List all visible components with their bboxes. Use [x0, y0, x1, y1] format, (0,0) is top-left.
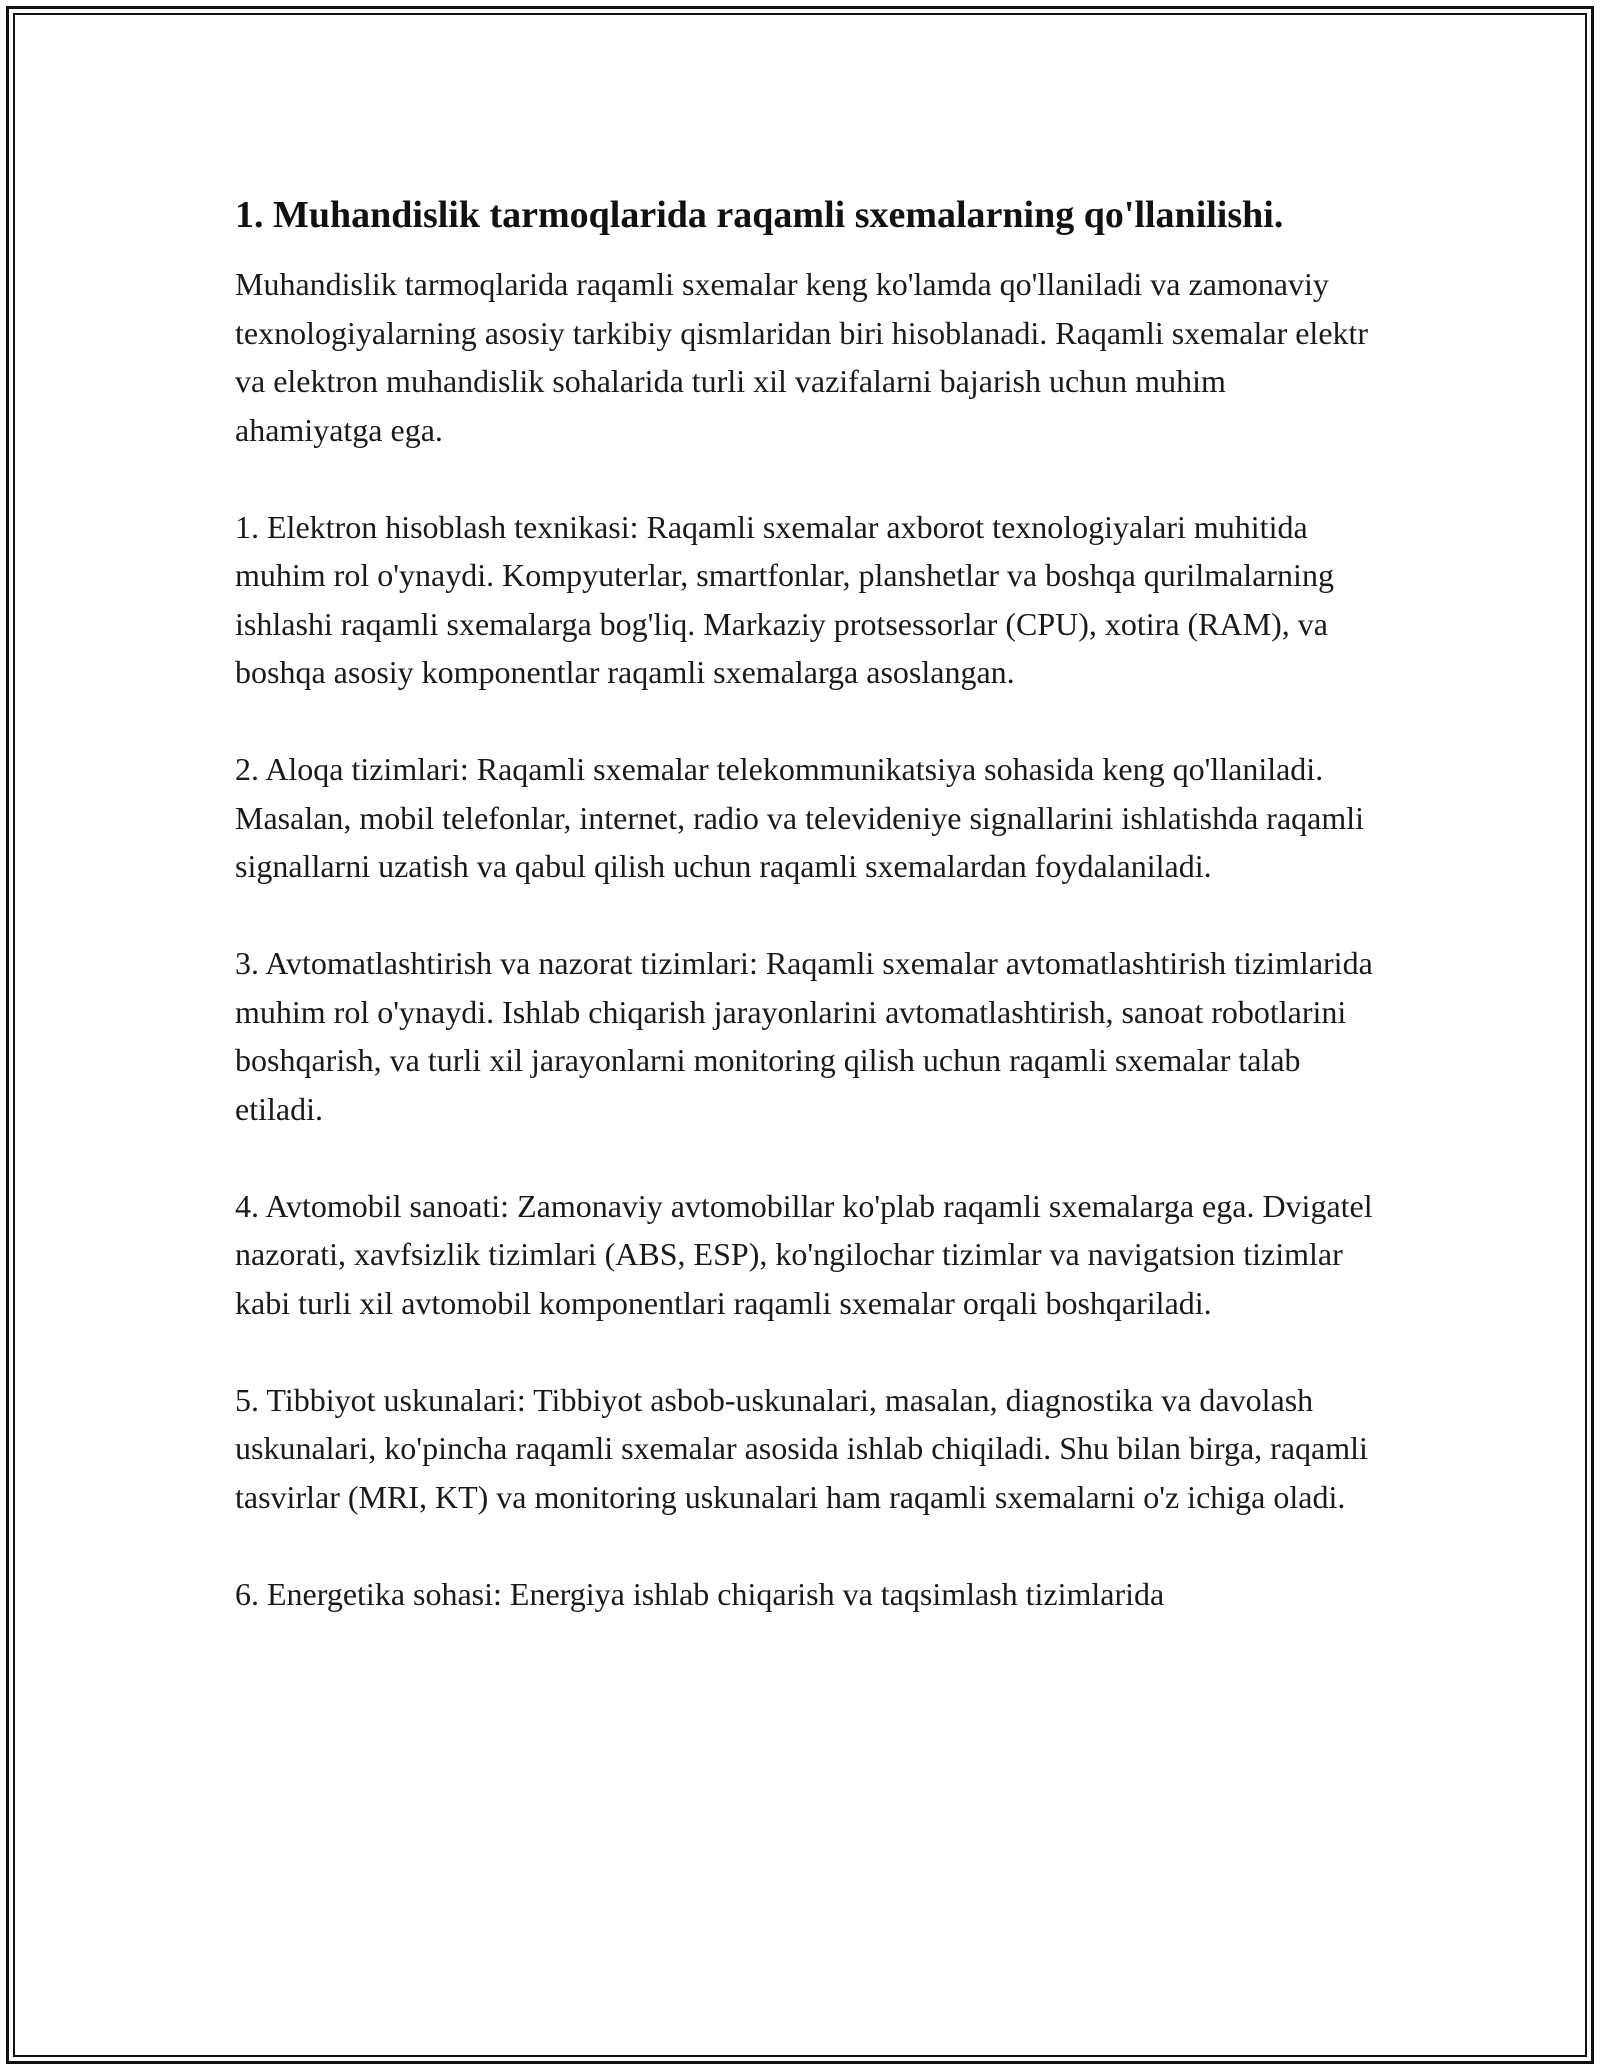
document-title: 1. Muhandislik tarmoqlarida raqamli sxemalarning qo'llanilishi.: [235, 194, 1284, 236]
paragraph-electronic-computing: 1. Elektron hisoblash texnikasi: Raqamli sxemalar axborot texnologiyalari muhitida muhim rol o'ynaydi. Kompyuterlar, smartfonlar, planshetlar va boshqa qurilmalarning ishlashi raqamli sxemalarga bog'liq. Markaziy protsessorlar (CPU), xotira (RAM), va boshqa asosiy komponentlar raqamli sxemalarga asoslangan.: [235, 508, 1334, 690]
paragraph-energy-sector: 6. Energetika sohasi: Energiya ishlab chiqarish va taqsimlash tizimlarida: [235, 1575, 1165, 1612]
intro-paragraph: Muhandislik tarmoqlarida raqamli sxemalar keng ko'lamda qo'llaniladi va zamonaviy texnologiyalarning asosiy tarkibiy qismlaridan biri hisoblanadi. Raqamli sxemalar elektr va elektron muhandislik sohalarida turli xil vazifalarni bajarish uchun muhim ahamiyatga ega.: [235, 266, 1369, 448]
paragraph-automation-control: 3. Avtomatlashtirish va nazorat tizimlari: Raqamli sxemalar avtomatlashtirish tizimlarida muhim rol o'ynaydi. Ishlab chiqarish jarayonlarini avtomatlashtirish, sanoat robotlarini boshqarish, va turli xil jarayonlarni monitoring qilish uchun raqamli sxemalar talab etiladi.: [235, 945, 1373, 1127]
paragraph-automotive-industry: 4. Avtomobil sanoati: Zamonaviy avtomobillar ko'plab raqamli sxemalarga ega. Dvigatel nazorati, xavfsizlik tizimlari (ABS, ESP), ko'ngilochar tizimlar va navigatsion tizimlar kabi turli xil avtomobil komponentlari raqamli sxemalar orqali boshqariladi.: [235, 1187, 1373, 1321]
paragraph-medical-equipment: 5. Tibbiyot uskunalari: Tibbiyot asbob-uskunalari, masalan, diagnostika va davolash uskunalari, ko'pincha raqamli sxemalar asosida ishlab chiqiladi. Shu bilan birga, raqamli tasvirlar (MRI, KT) va monitoring uskunalari ham raqamli sxemalarni o'z ichiga oladi.: [235, 1381, 1368, 1515]
document-body: [235, 188, 1375, 1618]
paragraph-communication-systems: 2. Aloqa tizimlari: Raqamli sxemalar telekommunikatsiya sohasida keng qo'llaniladi. Masalan, mobil telefonlar, internet, radio va televideniye signallarini ishlatishda raqamli signallarni uzatish va qabul qilish uchun raqamli sxemalardan foydalaniladi.: [235, 751, 1365, 884]
